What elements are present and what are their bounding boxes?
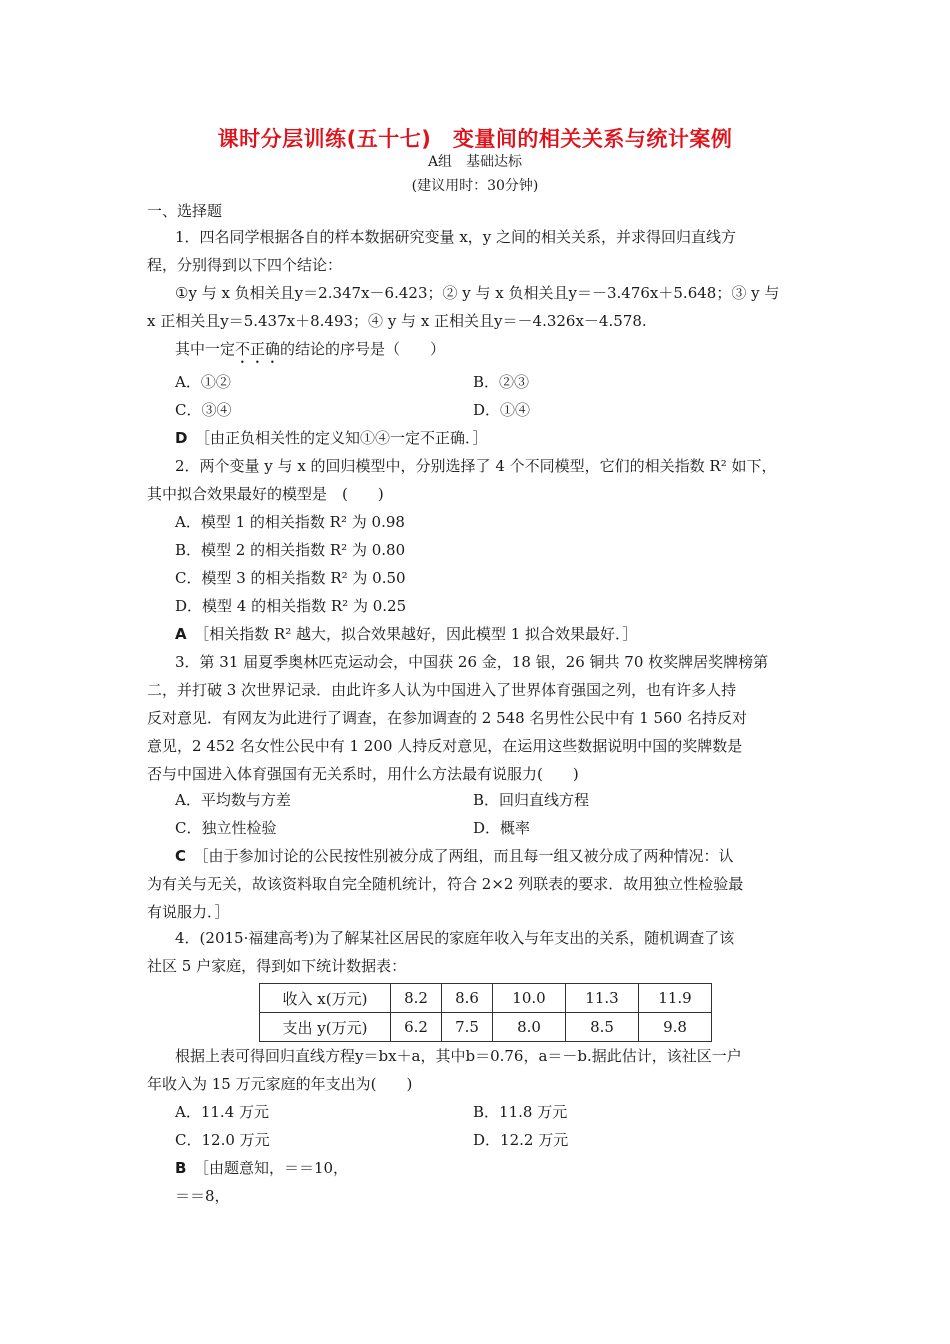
table-cell: 8.2 [391,984,442,1013]
q4-stem-line2: 社区 5 户家庭，得到如下统计数据表： [147,957,407,975]
q4-explanation-line1: ［由题意知，＝＝10， [201,1159,349,1177]
time-hint: (建议用时：30分钟) [411,178,539,194]
table-row-label: 收入 x(万元) [260,984,391,1013]
section-heading: 一、选择题 [147,202,223,220]
table-row [260,1013,712,1042]
q1-explanation: ［由正负相关性的定义知①④一定不正确．］ [202,429,488,447]
table-cell: 9.8 [639,1013,712,1042]
q1-option-c: C．③④ [175,401,232,419]
q4-answer [175,1158,348,1178]
q4-option-c: C．12.0 万元 [175,1131,270,1149]
q2-option-d: D．模型 4 的相关指数 R² 为 0.25 [175,597,407,615]
q1-stem-line2: 程，分别得到以下四个结论： [147,256,343,274]
q2-answer-letter: A [175,625,187,643]
q2-explanation: ［相关指数 R² 越大，拟合效果越好，因此模型 1 拟合效果最好．］ [201,625,638,643]
table-cell: 8.6 [442,984,493,1013]
table-cell: 11.9 [639,984,712,1013]
q3-explanation-line3: 有说服力．］ [147,903,230,921]
q3-answer [175,846,734,866]
q1-answer [175,428,487,448]
q1-option-d: D．①④ [473,401,531,419]
q3-stem-line2: 二，并打破 3 次世界记录．由此许多人认为中国进入了世界体育强国之列，也有许多人持 [147,681,737,699]
q1-option-b: B．②③ [473,373,530,391]
q3-stem-line4: 意见，2 452 名女性公民中有 1 200 人持反对意见，在运用这些数据说明中国的奖牌数是 [147,737,743,755]
q4-option-d: D．12.2 万元 [473,1131,569,1149]
q3-stem-line5: 否与中国进入体育强国有无关系时，用什么方法最有说服力( ) [147,765,579,783]
q3-explanation-line1: ［由于参加讨论的公民按性别被分成了两组，而且每一组又被分成了两种情况：认 [201,847,734,865]
q4-option-a: A．11.4 万元 [175,1103,269,1121]
q4-explanation-line2: ＝＝8， [175,1187,230,1205]
q2-answer [175,624,638,644]
q2-option-a: A．模型 1 的相关指数 R² 为 0.98 [175,513,405,531]
q1-question [175,339,445,367]
q1-conclusions-line2: x 正相关且y＝5.437x＋8.493；④ y 与 x 正相关且y＝－4.326x－4.578. [147,312,647,330]
q3-stem-line3: 反对意见．有网友为此进行了调查，在参加调查的 2 548 名男性公民中有 1 560 名持反对 [147,709,747,727]
table-cell: 8.5 [566,1013,639,1042]
q3-stem-line1: 3．第 31 届夏季奥林匹克运动会，中国获 26 金，18 银，26 铜共 70 枚奖牌居奖牌榜第 [175,653,769,671]
table-row [260,984,712,1013]
q2-option-c: C．模型 3 的相关指数 R² 为 0.50 [175,569,406,587]
page-title: 课时分层训练(五十七) 变量间的相关关系与统计案例 [217,127,733,151]
q2-stem-line2: 其中拟合效果最好的模型是 ( ) [147,485,384,503]
q4-stem-line4: 年收入为 15 万元家庭的年支出为( ) [147,1075,413,1093]
q4-stem-line1: 4．(2015·福建高考)为了解某社区居民的家庭年收入与年支出的关系，随机调查了该 [175,929,735,947]
q3-option-a: A．平均数与方差 [175,791,291,809]
q4-data-table [259,983,712,1042]
q4-answer-letter: B [175,1159,187,1177]
q1-option-a: A．①② [175,373,231,391]
q1-conclusions-line1: ①y 与 x 负相关且y＝2.347x－6.423；② y 与 x 负相关且y＝－3.476x＋5.648；③ y 与 [175,284,780,302]
q3-option-b: B．回归直线方程 [473,791,590,809]
table-row-label: 支出 y(万元) [260,1013,391,1042]
q4-stem-line3: 根据上表可得回归直线方程y＝bx＋a，其中b＝0.76，a＝－b.据此估计，该社区一户 [175,1047,742,1065]
table-cell: 11.3 [566,984,639,1013]
table-cell: 6.2 [391,1013,442,1042]
table-cell: 7.5 [442,1013,493,1042]
q3-option-d: D．概率 [473,819,531,837]
q1-answer-letter: D [175,429,188,447]
q1-stem-line1: 1．四名同学根据各自的样本数据研究变量 x，y 之间的相关关系，并求得回归直线方 [175,228,737,246]
q2-option-b: B．模型 2 的相关指数 R² 为 0.80 [175,541,406,559]
q4-option-b: B．11.8 万元 [473,1103,568,1121]
q3-answer-letter: C [175,847,187,865]
q3-option-c: C．独立性检验 [175,819,277,837]
q3-explanation-line2: 为有关与无关，故该资料取自完全随机统计，符合 2×2 列联表的要求．故用独立性检验最 [147,875,744,893]
q1-question-emphasis: 不正确 [235,340,281,358]
table-cell: 8.0 [493,1013,566,1042]
q1-question-part1: 其中一定 [175,340,236,358]
group-label: A组 基础达标 [427,154,523,170]
q2-stem-line1: 2．两个变量 y 与 x 的回归模型中，分别选择了 4 个不同模型，它们的相关指数 R² 如下， [175,457,777,475]
table-cell: 10.0 [493,984,566,1013]
q1-question-part2: 的结论的序号是（ ） [280,340,446,358]
